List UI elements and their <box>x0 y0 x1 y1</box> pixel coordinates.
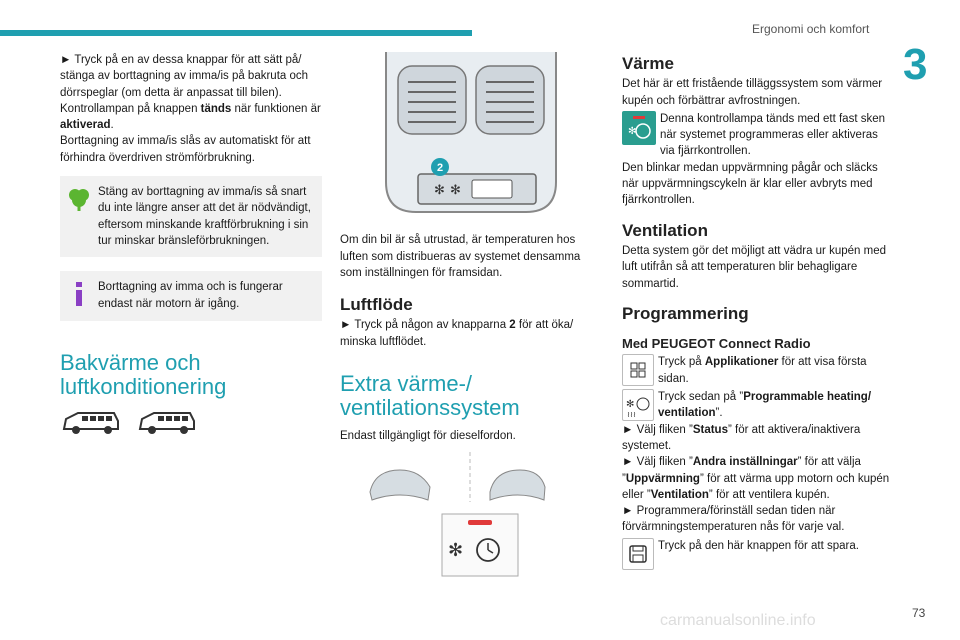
watermark: carmanualsonline.info <box>660 612 816 629</box>
long-van-icon <box>136 409 198 437</box>
step5-text: ► Programmera/förinställ sedan tiden när förvärmningstemperaturen nås för varje val. <box>622 505 845 534</box>
vehicle-type-icons <box>60 409 322 437</box>
info-icon <box>66 281 92 307</box>
indicator-lamp-row <box>622 111 892 160</box>
column-1 <box>60 52 322 437</box>
van-icon <box>60 409 122 437</box>
airflow-instruction: ► Tryck på någon av knapparna 2 för att öka/ minska luftflödet. <box>340 319 574 348</box>
programmable-heating-icon <box>622 389 654 421</box>
tree-icon <box>66 186 92 212</box>
fan-icon: ✻ <box>448 540 464 562</box>
chapter-number: 3 <box>903 40 928 89</box>
heating-description: Det här är ett fristående tilläggssystem som värmer kupén och förbättrar avfrostningen. <box>622 78 883 107</box>
indicator-text: Kontrollampan på knappen tänds när funktionen är aktiverad. <box>60 102 321 132</box>
right-air-vent <box>476 66 544 134</box>
step1-text: Tryck på Applikationer för att visa första sidan. <box>658 356 867 385</box>
extra-heater-heading: Extra värme-/ ventilationssystem <box>340 371 520 421</box>
applications-grid-icon <box>622 354 654 386</box>
peugeot-radio-heading: Med PEUGEOT Connect Radio <box>622 336 811 352</box>
header-bar <box>0 30 472 36</box>
svg-text:≀≀≀: ≀≀≀ <box>627 410 636 420</box>
column-3 <box>622 52 892 570</box>
programming-heading: Programmering <box>622 303 749 323</box>
step6-text: Tryck på den här knappen för att spara. <box>658 539 859 552</box>
eco-tip-box <box>60 176 322 257</box>
left-air-vent <box>398 66 466 134</box>
ventilation-heading: Ventilation <box>622 220 708 240</box>
save-icon <box>622 538 654 570</box>
info-text: Borttagning av imma och is fungerar endast när motorn är igång. <box>98 281 283 310</box>
fan-high-icon: ✻ <box>450 183 461 198</box>
rear-climate-heading: Bakvärme och luftkonditionering <box>60 350 227 400</box>
temperature-note: Om din bil är så utrustad, är temperaturen hos luften som distribueras av systemet densamma som inställningen för framsidan. <box>340 234 581 279</box>
step4-text: ► Välj fliken ”Andra inställningar” för att välja ”Uppvärmning” för att värma upp motorn och kupén eller ”Ventilation” för att ventilera kupén. <box>622 456 890 501</box>
step-programmable-heating <box>622 389 892 422</box>
lamp-blink-text: Den blinkar medan uppvärmning pågår och släcks när uppvärmningscykeln är klar eller avbryts med fjärrkontrollen. <box>622 161 878 207</box>
rear-vent-illustration <box>366 52 576 217</box>
diesel-only-note: Endast tillgängligt för dieselfordon. <box>340 430 516 443</box>
fan-low-icon: ✻ <box>434 183 445 198</box>
section-title: Ergonomi och komfort <box>752 22 870 36</box>
svg-text:✻: ✻ <box>628 125 637 137</box>
svg-text:✻: ✻ <box>626 399 635 411</box>
heater-indicator-lamp <box>468 520 492 525</box>
rear-defrost-instruction: ► Tryck på en av dessa knappar för att sätt på/ stänga av borttagning av imma/is på bakruta och dörrspeglar (om detta är anpassat till bilen). <box>60 54 309 99</box>
ventilation-description: Detta system gör det möjligt att vädra ur kupén med luft utifrån så att temperaturen blir behagligare sommartid. <box>622 244 886 290</box>
step2-text: Tryck sedan på ”Programmable heating/ ventilation”. <box>658 391 872 420</box>
page-number: 73 <box>912 606 926 620</box>
step3-text: ► Välj fliken ”Status” för att aktivera/inaktivera systemet. <box>622 423 861 452</box>
eco-tip-text: Stäng av borttagning av imma/is så snart du inte längre anser att det är nödvändigt, eftersom minskande kraftförbrukning i sin tur minskar bränsleförbrukningen. <box>98 186 311 247</box>
heating-heading: Värme <box>622 54 674 73</box>
callout-number: 2 <box>436 162 444 174</box>
step-save <box>622 538 892 570</box>
step-applications <box>622 354 892 387</box>
info-box <box>60 271 322 321</box>
airflow-heading: Luftflöde <box>340 295 413 315</box>
auto-off-text: Borttagning av imma/is slås av automatiskt för att förhindra överdriven strömförbrukning. <box>60 135 311 164</box>
heater-panel-illustration <box>360 452 580 582</box>
lamp-steady-text: Denna kontrollampa tänds med ett fast sken när systemet programmeras eller aktiveras via fjärrkontrollen. <box>660 112 886 158</box>
heater-lamp-icon <box>622 111 656 145</box>
column-2 <box>340 52 598 588</box>
